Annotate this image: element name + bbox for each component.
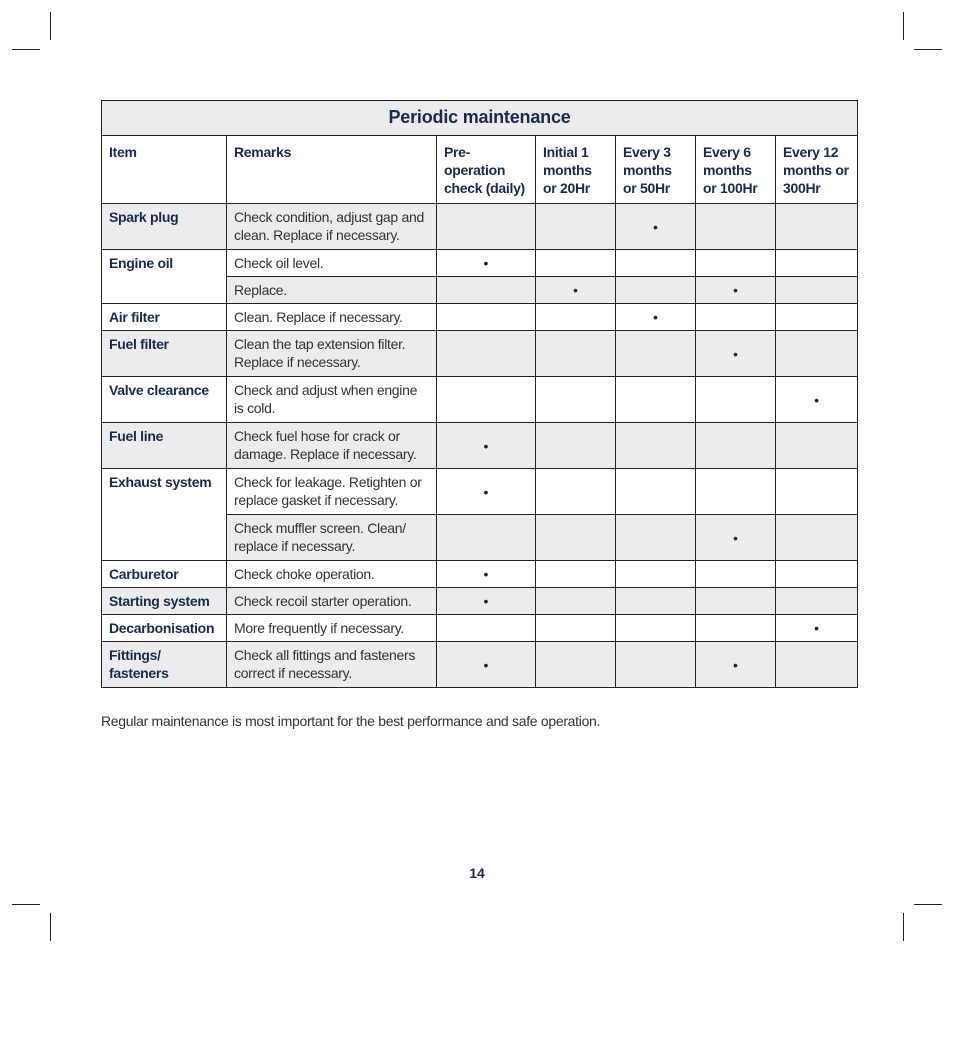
remark-cell: Replace. — [227, 277, 437, 304]
header-remarks: Remarks — [227, 136, 437, 204]
table-title: Periodic maintenance — [102, 101, 858, 136]
interval-cell — [696, 377, 776, 423]
check-dot: • — [653, 309, 658, 325]
interval-cell — [437, 588, 536, 615]
remark-cell: Check choke operation. — [227, 561, 437, 588]
header-every-6-months: Every 6 months or 100Hr — [696, 136, 776, 204]
interval-cell — [437, 642, 536, 688]
interval-cell — [776, 588, 858, 615]
interval-cell — [536, 642, 616, 688]
item-cell: Decarbonisation — [102, 615, 227, 642]
table-row — [102, 423, 858, 469]
interval-cell — [536, 204, 616, 250]
check-dot: • — [733, 282, 738, 298]
interval-cell — [437, 331, 536, 377]
crop-mark — [914, 904, 942, 905]
check-dot: • — [483, 483, 489, 500]
check-dot: • — [483, 566, 489, 582]
table-row — [102, 561, 858, 588]
interval-cell — [616, 377, 696, 423]
interval-cell — [776, 469, 858, 515]
remark-cell: Check recoil starter operation. — [227, 588, 437, 615]
item-cell: Spark plug — [102, 204, 227, 250]
footnote: Regular maintenance is most important for the best performance and safe operation. — [101, 713, 601, 729]
remark-cell: Clean the tap extension filter. Replace if necessary. — [227, 331, 437, 377]
item-cell: Carburetor — [102, 561, 227, 588]
crop-mark — [12, 904, 40, 905]
check-dot: • — [483, 437, 489, 454]
interval-cell — [696, 304, 776, 331]
interval-cell — [437, 250, 536, 277]
item-cell: Fuel filter — [102, 331, 227, 377]
interval-cell — [776, 423, 858, 469]
remark-cell: Check and adjust when engine is cold. — [227, 377, 437, 423]
table-row — [102, 331, 858, 377]
interval-cell — [776, 204, 858, 250]
table-row — [102, 204, 858, 250]
interval-cell — [776, 377, 858, 423]
header-initial-1-month: Initial 1 months or 20Hr — [536, 136, 616, 204]
interval-cell — [696, 642, 776, 688]
crop-mark — [12, 49, 40, 50]
interval-cell — [696, 588, 776, 615]
header-every-12-months: Every 12 months or 300Hr — [776, 136, 858, 204]
interval-cell — [437, 515, 536, 561]
item-cell: Air filter — [102, 304, 227, 331]
header-pre-operation: Pre-operation check (daily) — [437, 136, 536, 204]
remark-cell: Check for leakage. Retighten or replace gasket if necessary. — [227, 469, 437, 515]
interval-cell — [437, 423, 536, 469]
interval-cell — [776, 561, 858, 588]
item-cell: Fittings/ fasteners — [102, 642, 227, 688]
table-body — [102, 204, 858, 688]
table-row — [102, 588, 858, 615]
interval-cell — [616, 642, 696, 688]
item-cell: Engine oil — [102, 250, 227, 304]
interval-cell — [776, 515, 858, 561]
crop-mark — [903, 913, 904, 941]
check-dot: • — [814, 391, 819, 408]
table-header-row — [102, 136, 858, 204]
interval-cell — [776, 615, 858, 642]
interval-cell — [696, 469, 776, 515]
interval-cell — [536, 331, 616, 377]
interval-cell — [616, 204, 696, 250]
interval-cell — [696, 204, 776, 250]
interval-cell — [776, 331, 858, 377]
check-dot: • — [733, 345, 738, 362]
check-dot: • — [483, 255, 489, 271]
check-dot: • — [733, 529, 738, 546]
table-row — [102, 377, 858, 423]
interval-cell — [536, 250, 616, 277]
remark-cell: Check oil level. — [227, 250, 437, 277]
interval-cell — [616, 423, 696, 469]
header-item: Item — [102, 136, 227, 204]
interval-cell — [536, 588, 616, 615]
item-cell: Starting system — [102, 588, 227, 615]
page-number: 14 — [469, 865, 485, 881]
crop-mark — [50, 12, 51, 40]
interval-cell — [696, 250, 776, 277]
remark-cell: Check all fittings and fasteners correct if necessary. — [227, 642, 437, 688]
interval-cell — [696, 561, 776, 588]
interval-cell — [536, 615, 616, 642]
item-cell: Exhaust system — [102, 469, 227, 561]
interval-cell — [696, 615, 776, 642]
check-dot: • — [653, 218, 658, 235]
interval-cell — [616, 277, 696, 304]
interval-cell — [696, 423, 776, 469]
check-dot: • — [573, 282, 578, 298]
interval-cell — [437, 615, 536, 642]
interval-cell — [696, 331, 776, 377]
remark-cell: Clean. Replace if necessary. — [227, 304, 437, 331]
table-row — [102, 642, 858, 688]
table-row — [102, 304, 858, 331]
check-dot: • — [814, 620, 819, 636]
interval-cell — [536, 377, 616, 423]
interval-cell — [536, 515, 616, 561]
interval-cell — [536, 277, 616, 304]
crop-mark — [914, 49, 942, 50]
crop-mark — [903, 12, 904, 40]
check-dot: • — [733, 656, 738, 673]
interval-cell — [437, 561, 536, 588]
interval-cell — [536, 561, 616, 588]
remark-cell: Check fuel hose for crack or damage. Replace if necessary. — [227, 423, 437, 469]
interval-cell — [616, 469, 696, 515]
interval-cell — [696, 515, 776, 561]
item-cell: Valve clearance — [102, 377, 227, 423]
interval-cell — [437, 469, 536, 515]
interval-cell — [616, 588, 696, 615]
table-row — [102, 615, 858, 642]
item-cell: Fuel line — [102, 423, 227, 469]
interval-cell — [536, 304, 616, 331]
interval-cell — [696, 277, 776, 304]
interval-cell — [437, 204, 536, 250]
interval-cell — [536, 423, 616, 469]
interval-cell — [616, 304, 696, 331]
remark-cell: Check condition, adjust gap and clean. Replace if necessary. — [227, 204, 437, 250]
interval-cell — [437, 304, 536, 331]
interval-cell — [616, 250, 696, 277]
interval-cell — [776, 250, 858, 277]
remark-cell: More frequently if necessary. — [227, 615, 437, 642]
interval-cell — [437, 277, 536, 304]
interval-cell — [616, 561, 696, 588]
table-row — [102, 250, 858, 277]
interval-cell — [776, 277, 858, 304]
table-row — [102, 469, 858, 515]
interval-cell — [536, 469, 616, 515]
interval-cell — [776, 304, 858, 331]
check-dot: • — [483, 656, 489, 673]
interval-cell — [437, 377, 536, 423]
maintenance-table — [101, 100, 858, 688]
interval-cell — [776, 642, 858, 688]
interval-cell — [616, 515, 696, 561]
header-every-3-months: Every 3 months or 50Hr — [616, 136, 696, 204]
interval-cell — [616, 615, 696, 642]
crop-mark — [50, 913, 51, 941]
interval-cell — [616, 331, 696, 377]
check-dot: • — [483, 593, 489, 609]
remark-cell: Check muffler screen. Clean/ replace if necessary. — [227, 515, 437, 561]
